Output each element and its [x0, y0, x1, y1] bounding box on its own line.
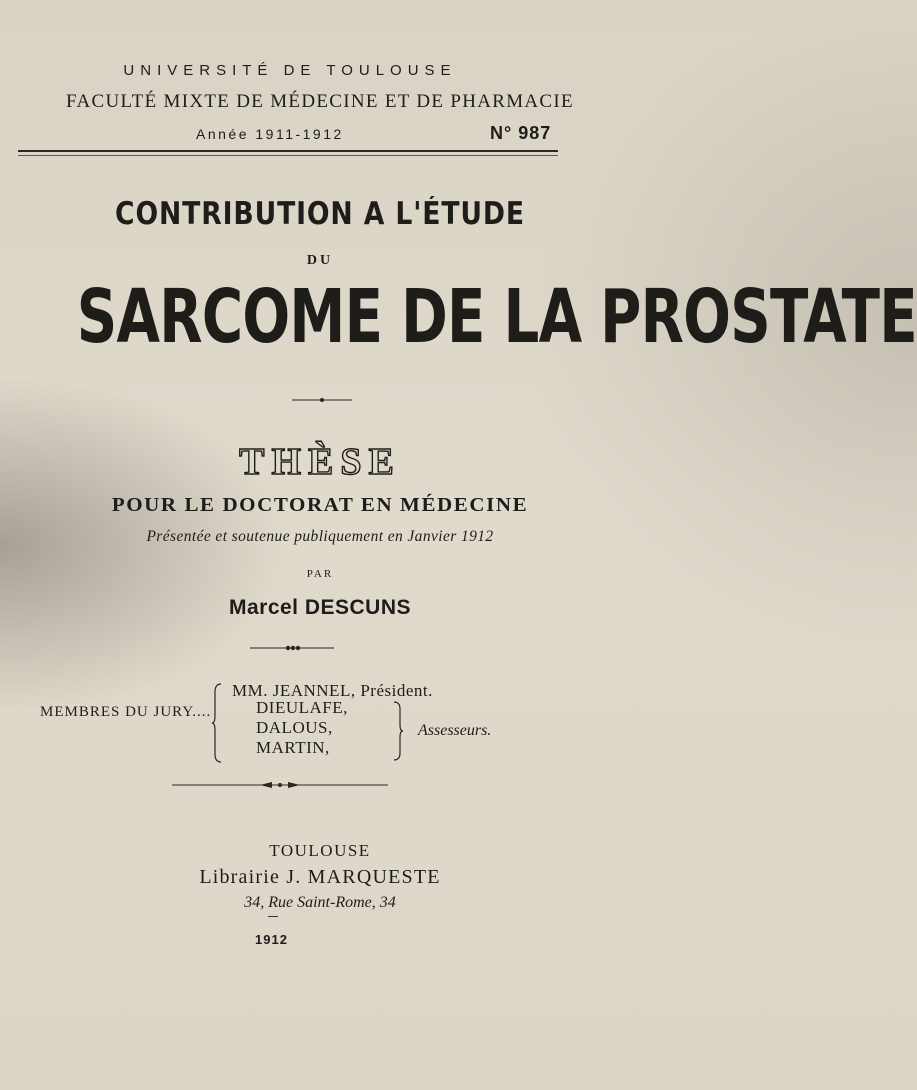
title-line-3: SARCOME DE LA PROSTATE	[76, 274, 917, 360]
ornament-divider-icon	[292, 395, 352, 405]
assesseurs-label: Assesseurs.	[418, 722, 492, 739]
university-name: UNIVERSITÉ DE TOULOUSE	[123, 62, 457, 79]
publisher-address: 34, Rue Saint-Rome, 34	[244, 894, 396, 911]
jury-assesseur-2: DALOUS,	[256, 718, 333, 737]
jury-assesseur-1: DIEULAFE,	[256, 698, 348, 717]
publication-year: 1912	[255, 932, 288, 947]
ornament-rule-icon	[172, 780, 388, 790]
header-rule-thin	[18, 155, 558, 156]
publisher-name: Librairie J. MARQUESTE	[199, 866, 441, 888]
jury-assesseur-3: MARTIN,	[256, 738, 330, 757]
these-heading: THÈSE	[239, 441, 401, 483]
defense-statement: Présentée et soutenue publiquement en Janvier 1912	[146, 528, 494, 545]
publisher-city: TOULOUSE	[269, 841, 371, 860]
academic-year: Année 1911-1912	[196, 126, 344, 142]
left-brace-icon	[212, 682, 222, 764]
small-rule	[268, 916, 278, 917]
by-label: PAR	[306, 568, 334, 580]
degree-line: POUR LE DOCTORAT EN MÉDECINE	[111, 494, 529, 516]
jury-label: MEMBRES DU JURY....	[40, 704, 212, 720]
title-line-2: DU	[306, 253, 334, 268]
faculty-name: FACULTÉ MIXTE DE MÉDECINE ET DE PHARMACIE	[66, 91, 574, 112]
thesis-number: N° 987	[490, 123, 552, 143]
right-brace-icon	[393, 700, 403, 762]
jury-president: MM. JEANNEL, Président.	[232, 681, 433, 700]
ornament-dots-icon	[250, 644, 334, 652]
title-line-1: CONTRIBUTION A L'ÉTUDE	[115, 196, 525, 232]
header-rule	[18, 150, 558, 152]
author-name: Marcel DESCUNS	[228, 596, 412, 619]
